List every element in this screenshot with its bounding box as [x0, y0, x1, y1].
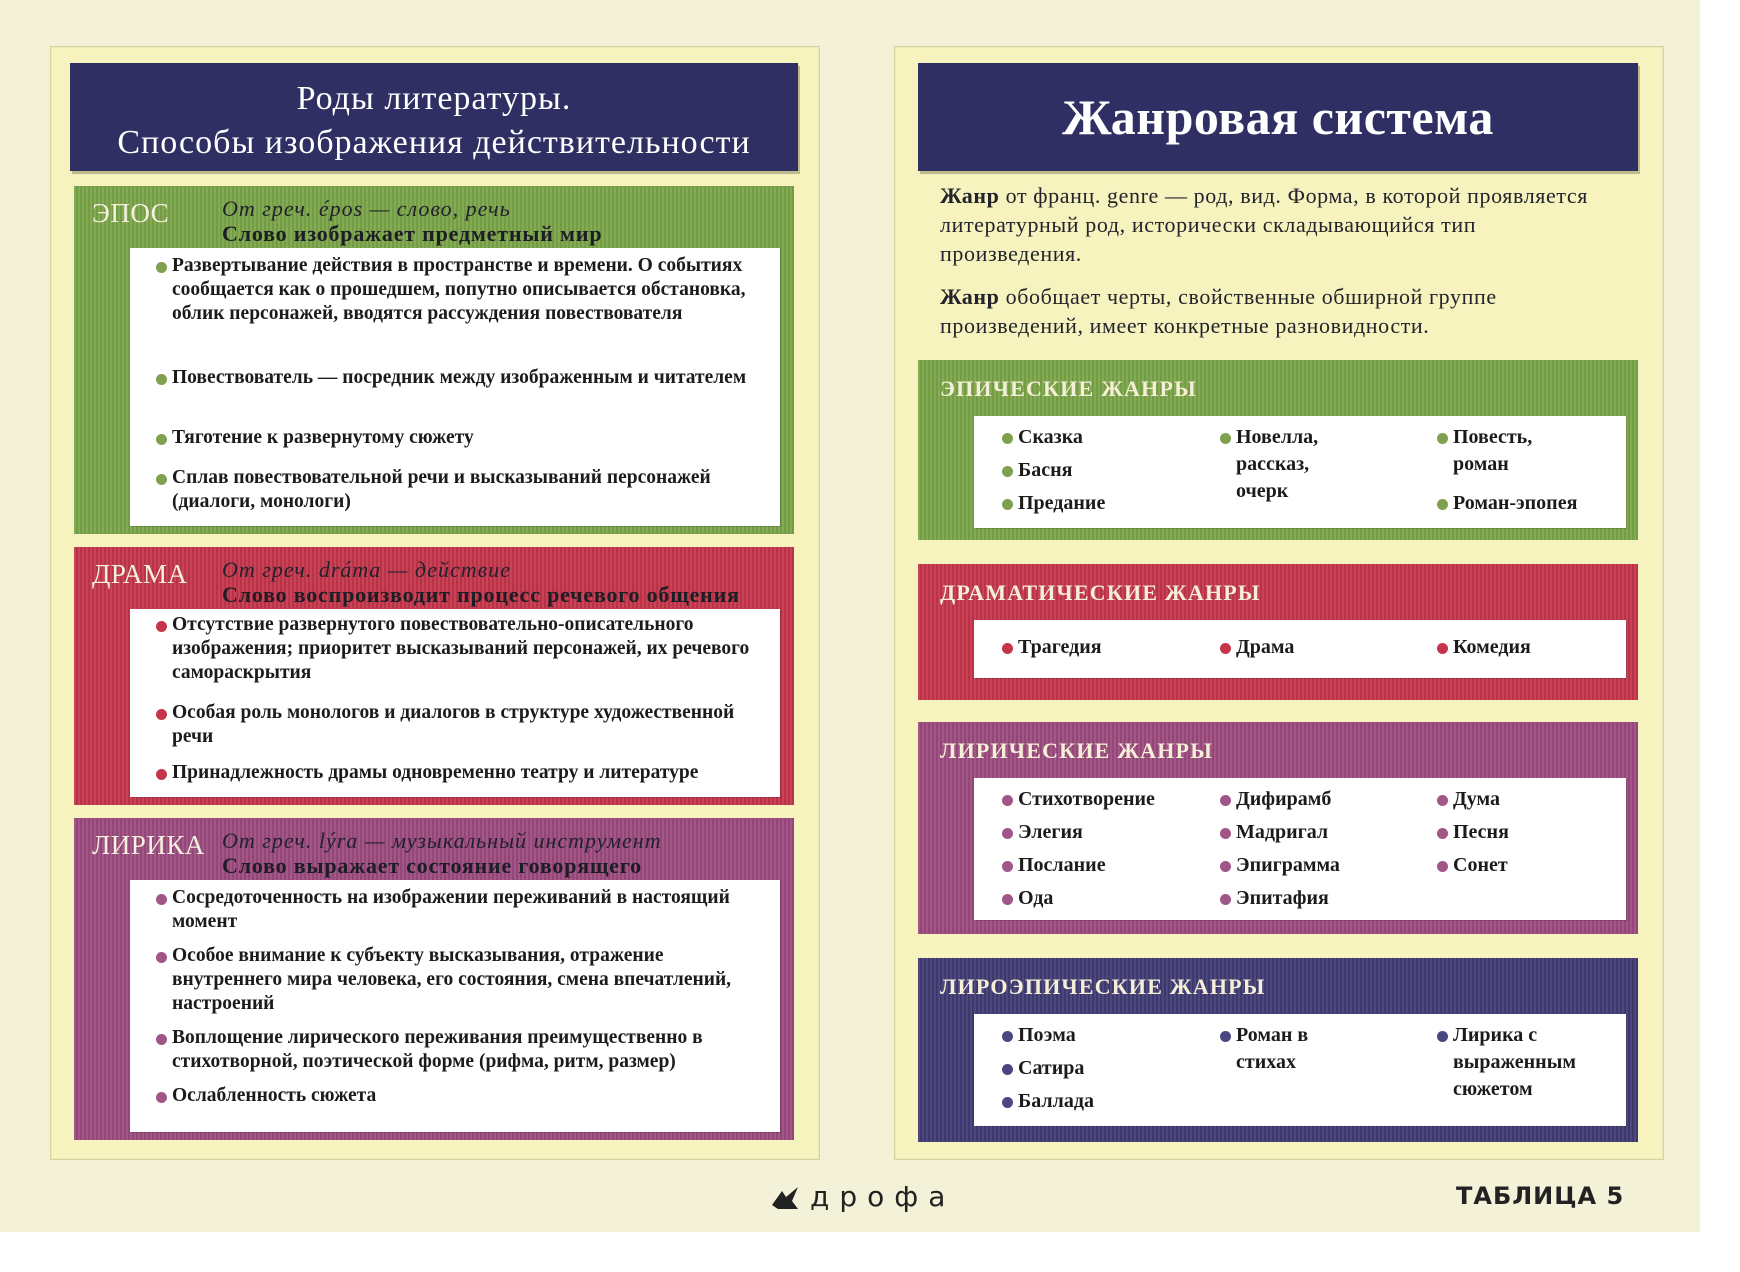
bird-icon — [768, 1183, 802, 1213]
bullet-icon — [1220, 828, 1231, 839]
bullet-icon — [1437, 828, 1448, 839]
group-list-box — [974, 620, 1626, 678]
genre-item: Трагедия — [1000, 634, 1102, 661]
bullet-icon — [156, 1092, 167, 1103]
genus-features-box — [130, 248, 780, 526]
bullet-icon — [1437, 861, 1448, 872]
bullet-icon — [156, 769, 167, 780]
bullet-icon — [1002, 861, 1013, 872]
feature-item: Сплав повествовательной речи и высказываний персонажей (диалоги, монологи) — [154, 466, 770, 514]
group-list-box — [974, 778, 1626, 920]
group-lyroepic-genres — [918, 958, 1638, 1142]
genre-item: Комедия — [1435, 634, 1531, 661]
bullet-icon — [1002, 795, 1013, 806]
feature-item: Воплощение лирического переживания преимущественно в стихотворной, поэтической форме (рифма, ритм, размер) — [154, 1026, 770, 1074]
feature-item: Повествователь — посредник между изображенным и читателем — [154, 366, 770, 390]
bullet-icon — [156, 434, 167, 445]
genus-features-box — [130, 609, 780, 797]
feature-item: Ослабленность сюжета — [154, 1084, 770, 1108]
group-epic-genres — [918, 360, 1638, 540]
bullet-icon — [156, 894, 167, 905]
bullet-icon — [156, 1034, 167, 1045]
genre-item: Дума — [1435, 786, 1500, 813]
genus-name: ЭПОС — [92, 198, 170, 228]
genus-name: ДРАМА — [92, 559, 188, 589]
genre-item: Новелла, рассказ, очерк — [1218, 424, 1336, 505]
left-title-line2: Способы изображения действительности — [117, 124, 751, 161]
left-title — [70, 63, 798, 171]
genre-item: Баллада — [1000, 1088, 1094, 1115]
genre-item: Басня — [1000, 457, 1072, 484]
genre-item: Мадригал — [1218, 819, 1328, 846]
term: Жанр — [940, 284, 1000, 309]
group-heading: ЛИРОЭПИЧЕСКИЕ ЖАНРЫ — [940, 974, 1266, 999]
genus-epos — [74, 186, 794, 534]
genre-item: Дифирамб — [1218, 786, 1331, 813]
bullet-icon — [1002, 1097, 1013, 1108]
genus-origin: От греч. lýra — музыкальный инструмент — [222, 828, 662, 853]
bullet-icon — [156, 952, 167, 963]
bullet-icon — [156, 262, 167, 273]
genre-item: Лирика с выраженным сюжетом — [1435, 1022, 1623, 1103]
bullet-icon — [156, 474, 167, 485]
bullet-icon — [1002, 466, 1013, 477]
bullet-icon — [1002, 828, 1013, 839]
genus-drama — [74, 547, 794, 805]
publisher-name: дрофа — [810, 1180, 956, 1213]
bullet-icon — [1002, 894, 1013, 905]
genre-item: Ода — [1000, 885, 1053, 912]
feature-item: Тяготение к развернутому сюжету — [154, 426, 770, 450]
bullet-icon — [1002, 643, 1013, 654]
bullet-icon — [1002, 499, 1013, 510]
genre-item: Послание — [1000, 852, 1106, 879]
term: Жанр — [940, 183, 1000, 208]
genus-origin: От греч. dráma — действие — [222, 557, 511, 582]
feature-item: Принадлежность драмы одновременно театру и литературе — [154, 761, 770, 785]
bullet-icon — [1437, 795, 1448, 806]
genre-item: Сонет — [1435, 852, 1508, 879]
genre-item: Эпитафия — [1218, 885, 1329, 912]
genre-item: Повесть, роман — [1435, 424, 1563, 478]
bullet-icon — [1002, 1064, 1013, 1075]
bullet-icon — [156, 709, 167, 720]
genus-description: Слово воспроизводит процесс речевого общения — [222, 582, 740, 607]
genus-description: Слово изображает предметный мир — [222, 221, 603, 246]
genus-features-box — [130, 880, 780, 1132]
genre-item: Элегия — [1000, 819, 1083, 846]
group-list-box — [974, 1014, 1626, 1126]
group-dramatic-genres — [918, 564, 1638, 700]
bullet-icon — [1220, 795, 1231, 806]
genre-item: Предание — [1000, 490, 1105, 517]
bullet-icon — [156, 621, 167, 632]
genre-item: Драма — [1218, 634, 1294, 661]
bullet-icon — [156, 374, 167, 385]
group-lyric-genres — [918, 722, 1638, 934]
publisher-logo — [768, 1180, 955, 1213]
feature-item: Отсутствие развернутого повествовательно-описательного изображения; приоритет высказываний персонажей, их речевого самораскрытия — [154, 613, 770, 685]
genus-origin: От греч. épos — слово, речь — [222, 196, 511, 221]
feature-item: Развертывание действия в пространстве и времени. О событиях сообщается как о прошедшем, попутно описывается обстановка, облик персонажей, вводятся рассуждения повествователя — [154, 254, 770, 326]
genus-description: Слово выражает состояние говорящего — [222, 853, 642, 878]
genre-item: Стихотворение — [1000, 786, 1155, 813]
bullet-icon — [1437, 1031, 1448, 1042]
group-heading: ЭПИЧЕСКИЕ ЖАНРЫ — [940, 376, 1197, 401]
bullet-icon — [1437, 643, 1448, 654]
feature-item: Сосредоточенность на изображении переживаний в настоящий момент — [154, 886, 770, 934]
table-number: ТАБЛИЦА 5 — [1456, 1182, 1625, 1210]
bullet-icon — [1220, 861, 1231, 872]
feature-item: Особое внимание к субъекту высказывания, отражение внутреннего мира человека, его состояния, смена впечатлений, настроений — [154, 944, 770, 1016]
left-title-line1: Роды литературы. — [296, 80, 572, 117]
genre-item: Роман-эпопея — [1435, 490, 1577, 517]
bullet-icon — [1002, 433, 1013, 444]
genre-item: Сказка — [1000, 424, 1083, 451]
genre-item: Поэма — [1000, 1022, 1076, 1049]
scan-margin-right — [1700, 0, 1740, 1272]
bullet-icon — [1437, 433, 1448, 444]
group-heading: ДРАМАТИЧЕСКИЕ ЖАНРЫ — [940, 580, 1261, 605]
scan-margin-bottom — [0, 1232, 1740, 1272]
bullet-icon — [1220, 1031, 1231, 1042]
group-list-box — [974, 416, 1626, 528]
bullet-icon — [1220, 433, 1231, 444]
bullet-icon — [1220, 643, 1231, 654]
feature-item: Особая роль монологов и диалогов в структуре художественной речи — [154, 701, 770, 749]
right-title: Жанровая система — [918, 63, 1638, 171]
genre-definition-1: Жанр от франц. genre — род, вид. Форма, в которой проявляется литературный род, исторически складывающийся тип произведения. — [940, 183, 1588, 266]
genre-item: Сатира — [1000, 1055, 1084, 1082]
genre-item: Песня — [1435, 819, 1509, 846]
bullet-icon — [1437, 499, 1448, 510]
bullet-icon — [1220, 894, 1231, 905]
group-heading: ЛИРИЧЕСКИЕ ЖАНРЫ — [940, 738, 1213, 763]
genus-lyric — [74, 818, 794, 1140]
genre-definition-2: Жанр обобщает черты, свойственные обширной группе произведений, имеет конкретные разновидности. — [940, 284, 1497, 338]
genre-item: Роман в стихах — [1218, 1022, 1336, 1076]
genus-name: ЛИРИКА — [92, 830, 205, 860]
bullet-icon — [1002, 1031, 1013, 1042]
genre-item: Эпиграмма — [1218, 852, 1340, 879]
